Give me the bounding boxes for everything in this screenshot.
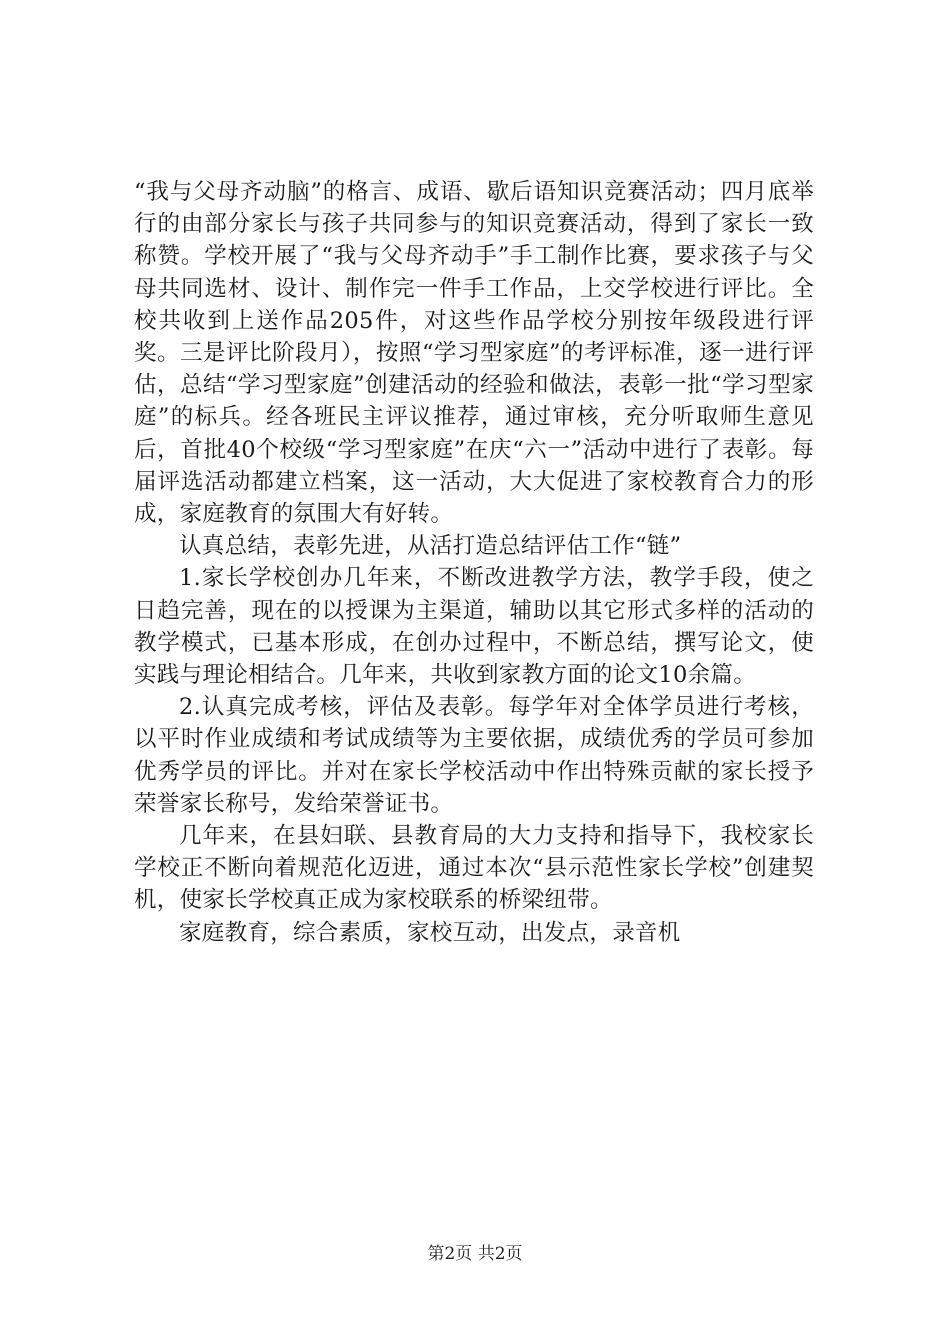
keywords-line: 家庭教育，综合素质，家校互动，出发点，录音机 bbox=[179, 919, 681, 946]
document-body bbox=[134, 176, 814, 949]
paragraph-1: “我与父母齐动脑”的格言、成语、歇后语知识竞赛活动；四月底举行的由部分家长与孩子共同参与的知识竞赛活动，得到了家长一致称赞。学校开展了“我与父母齐动手”手工制作比赛，要求孩子与父母共同选材、设计、制作完一件手工作品，上交学校进行评比。全校共收到上送作品205件，对这些作品学校分别按年级段进行评奖。三是评比阶段月），按照“学习型家庭”的考评标准，逐一进行评估，总结“学习型家庭”创建活动的经验和做法，表彰一批“学习型家庭”的标兵。经各班民主评议推荐，通过审核，充分听取师生意见后，首批40个校级“学习型家庭”在庆“六一”活动中进行了表彰。每届评选活动都建立档案，这一活动，大大促进了家校教育合力的形成，家庭教育的氛围大有好转。 bbox=[134, 179, 814, 528]
section-heading: 认真总结，表彰先进，从活打造总结评估工作“链” bbox=[179, 533, 682, 560]
paragraph-item-1: 1.家长学校创办几年来，不断改进教学方法，教学手段，使之日趋完善，现在的以授课为主渠道，辅助以其它形式多样的活动的教学模式，已基本形成，在创办过程中，不断总结，撰写论文，使实践与理论相结合。几年来，共收到家教方面的论文10余篇。 bbox=[134, 565, 814, 689]
paragraph-item-2: 2.认真完成考核，评估及表彰。每学年对全体学员进行考核，以平时作业成绩和考试成绩等为主要依据，成绩优秀的学员可参加优秀学员的评比。并对在家长学校活动中作出特殊贡献的家长授予荣誉家长称号，发给荣誉证书。 bbox=[134, 694, 814, 817]
paragraph-conclusion: 几年来，在县妇联、县教育局的大力支持和指导下，我校家长学校正不断向着规范化迈进，通过本次“县示范性家长学校”创建契机，使家长学校真正成为家校联系的桥梁纽带。 bbox=[134, 823, 814, 914]
page-number-footer: 第2页 共2页 bbox=[427, 1244, 523, 1264]
